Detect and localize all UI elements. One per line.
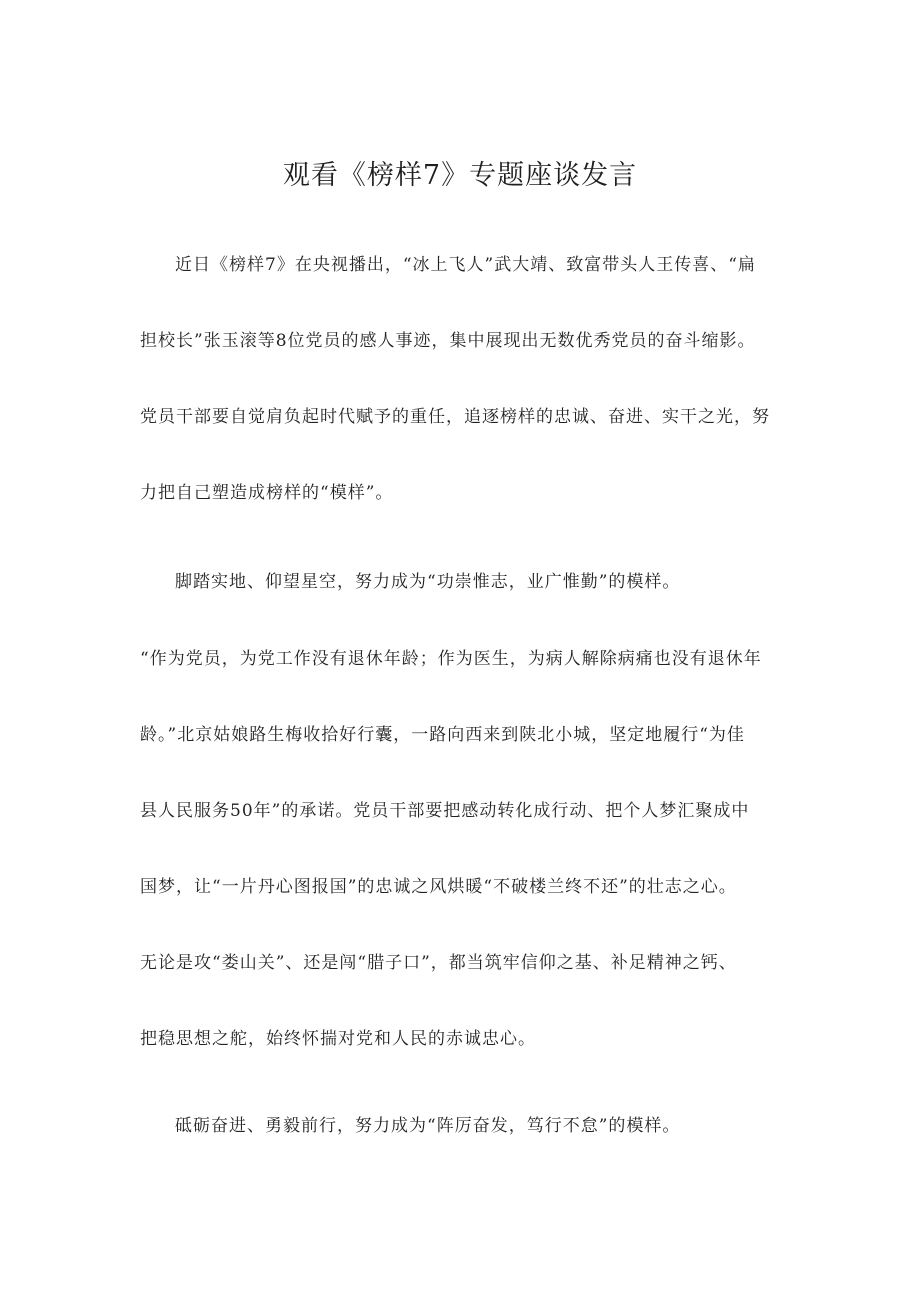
paragraph-line: 把稳思想之舵，始终怀揣对党和人民的赤诚忠心。 [140,1029,536,1049]
document-title: 观看《榜样7》专题座谈发言 [282,160,638,191]
paragraph-line: 无论是攻“娄山关”、还是闯“腊子口”，都当筑牢信仰之基、补足精神之钙、 [140,953,737,973]
paragraph-line: 担校长”张玉滚等8位党员的感人事迹，集中展现出无数优秀党员的奋斗缩影。 [140,331,756,351]
paragraph-line: “作为党员，为党工作没有退休年龄；作为医生，为病人解除病痛也没有退休年 [140,649,762,669]
paragraph-intro [140,227,795,531]
paragraph-line: 砥砺奋进、勇毅前行，努力成为“阵厉奋发，笃行不怠”的模样。 [175,1116,681,1136]
section-heading-2 [140,1088,795,1164]
paragraph-line: 党员干部要自觉肩负起时代赋予的重任，追逐榜样的忠诚、奋进、实干之光，努 [140,407,770,427]
paragraph-line: 县人民服务50年”的承诺。党员干部要把感动转化成行动、把个人梦汇聚成中 [140,801,750,821]
paragraph-line: 近日《榜样7》在央视播出，“冰上飞人”武大靖、致富带头人王传喜、“扁 [175,255,756,275]
section-heading-1 [140,544,795,620]
paragraph-line: 龄。”北京姑娘路生梅收拾好行囊，一路向西来到陕北小城，坚定地履行“为佳 [140,725,745,745]
paragraph-line: 力把自己塑造成榜样的“模样”。 [140,483,394,503]
paragraph-line: 国梦，让“一片丹心图报国”的忠诚之风烘暖“不破楼兰终不还”的壮志之心。 [140,877,737,897]
paragraph-body-1 [140,621,795,1077]
paragraph-line: 脚踏实地、仰望星空，努力成为“功崇惟志，业广惟勤”的模样。 [175,572,681,592]
